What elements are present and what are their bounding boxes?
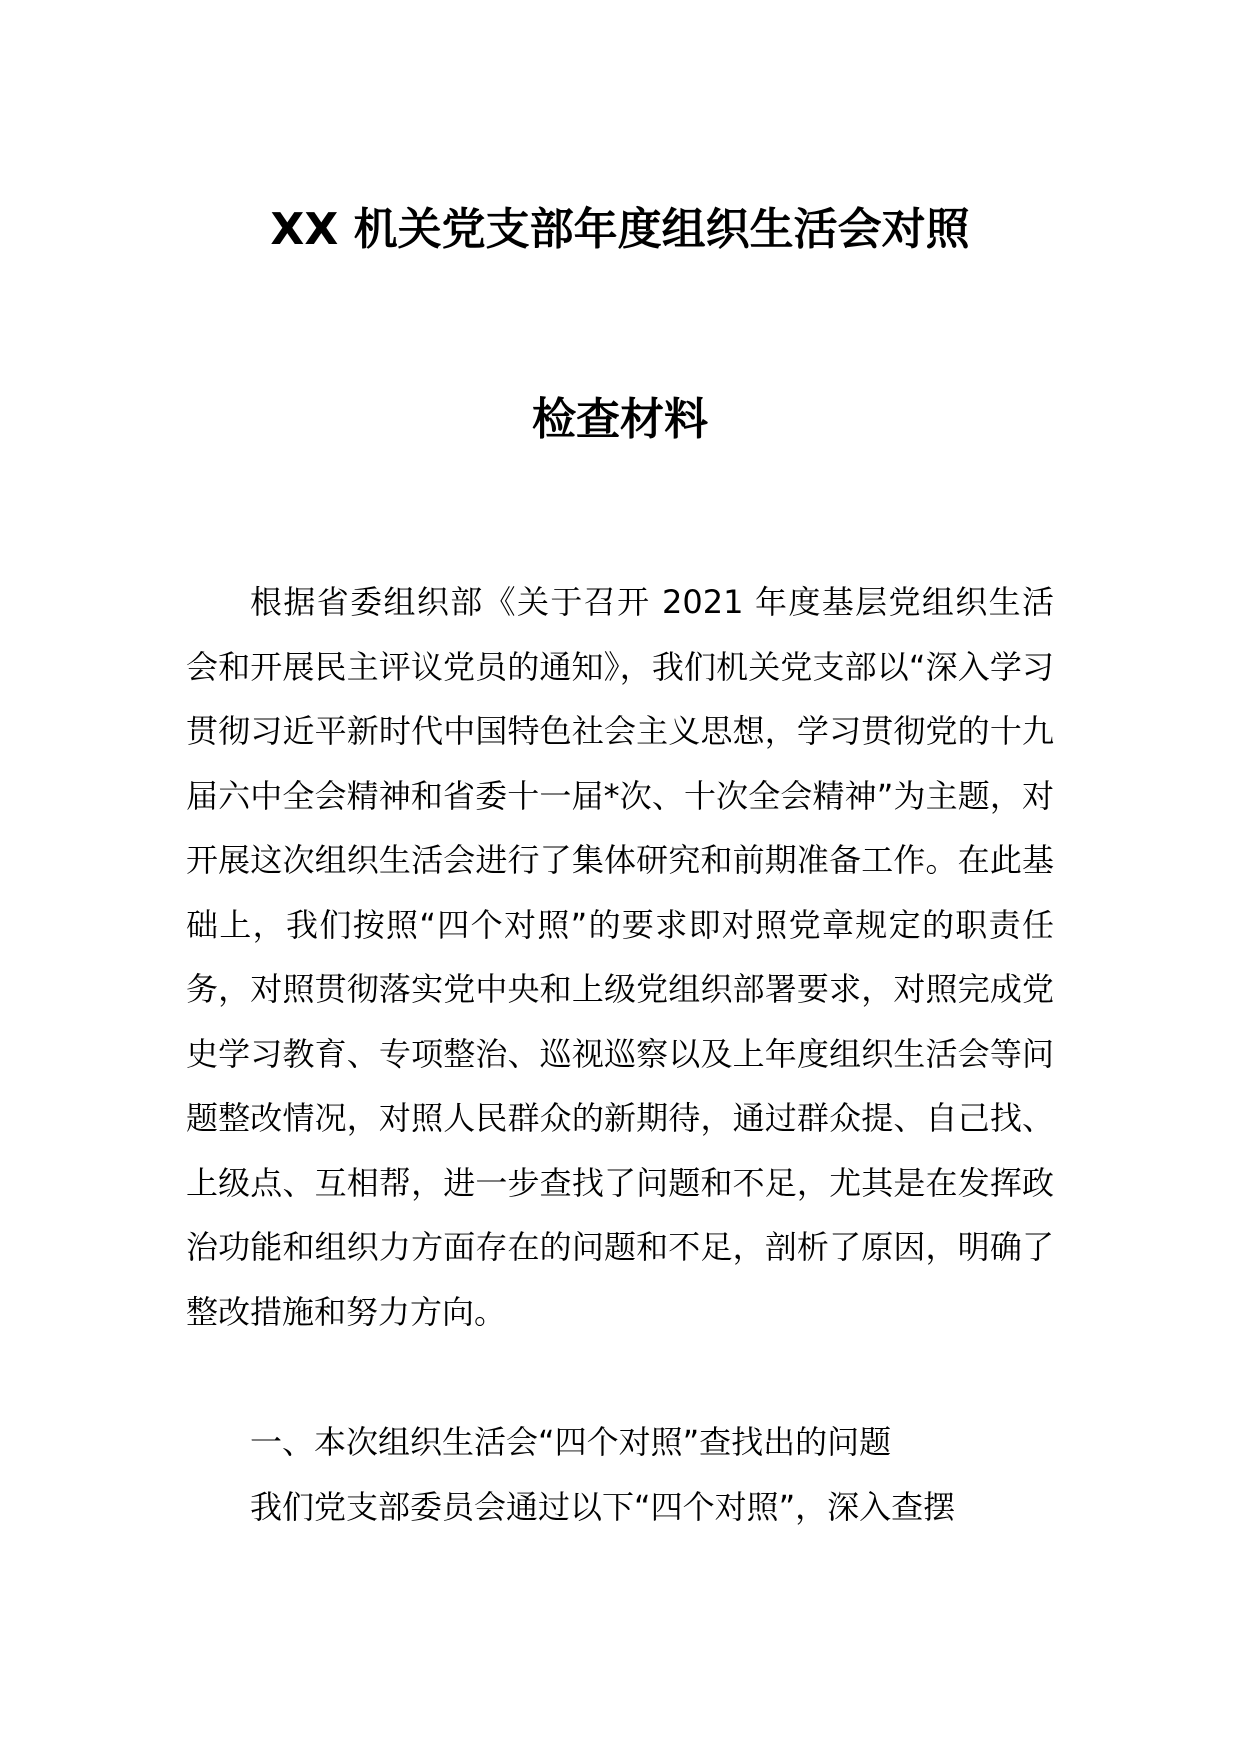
document-title-line-2: 检查材料 <box>532 394 708 445</box>
document-title-line-1: XX 机关党支部年度组织生活会对照 <box>270 204 970 255</box>
intro-paragraph: 根据省委组织部《关于召开 2021 年度基层党组织生活会和开展民主评议党员的通知》，我们机关党支部以“深入学习贯彻习近平新时代中国特色社会主义思想，学习贯彻党的十九届六中全会精神和省委十一届*次、十次全会精神”为主题，对开展这次组织生活会进行了集体研究和前期准备工作。在此基础上，我们按照“四个对照”的要求即对照党章规定的职责任务，对照贯彻落实党中央和上级党组织部署要求，对照完成党史学习教育、专项整治、巡视巡察以及上年度组织生活会等问题整改情况，对照人民群众的新期待，通过群众提、自己找、上级点、互相帮，进一步查找了问题和不足，尤其是在发挥政治功能和组织力方面存在的问题和不足，剖析了原因，明确了整改措施和努力方向。 <box>186 583 1054 1331</box>
section-heading-1: 一、本次组织生活会“四个对照”查找出的问题 <box>250 1423 892 1461</box>
section-1-paragraph: 我们党支部委员会通过以下“四个对照”，深入查摆 <box>250 1488 956 1526</box>
